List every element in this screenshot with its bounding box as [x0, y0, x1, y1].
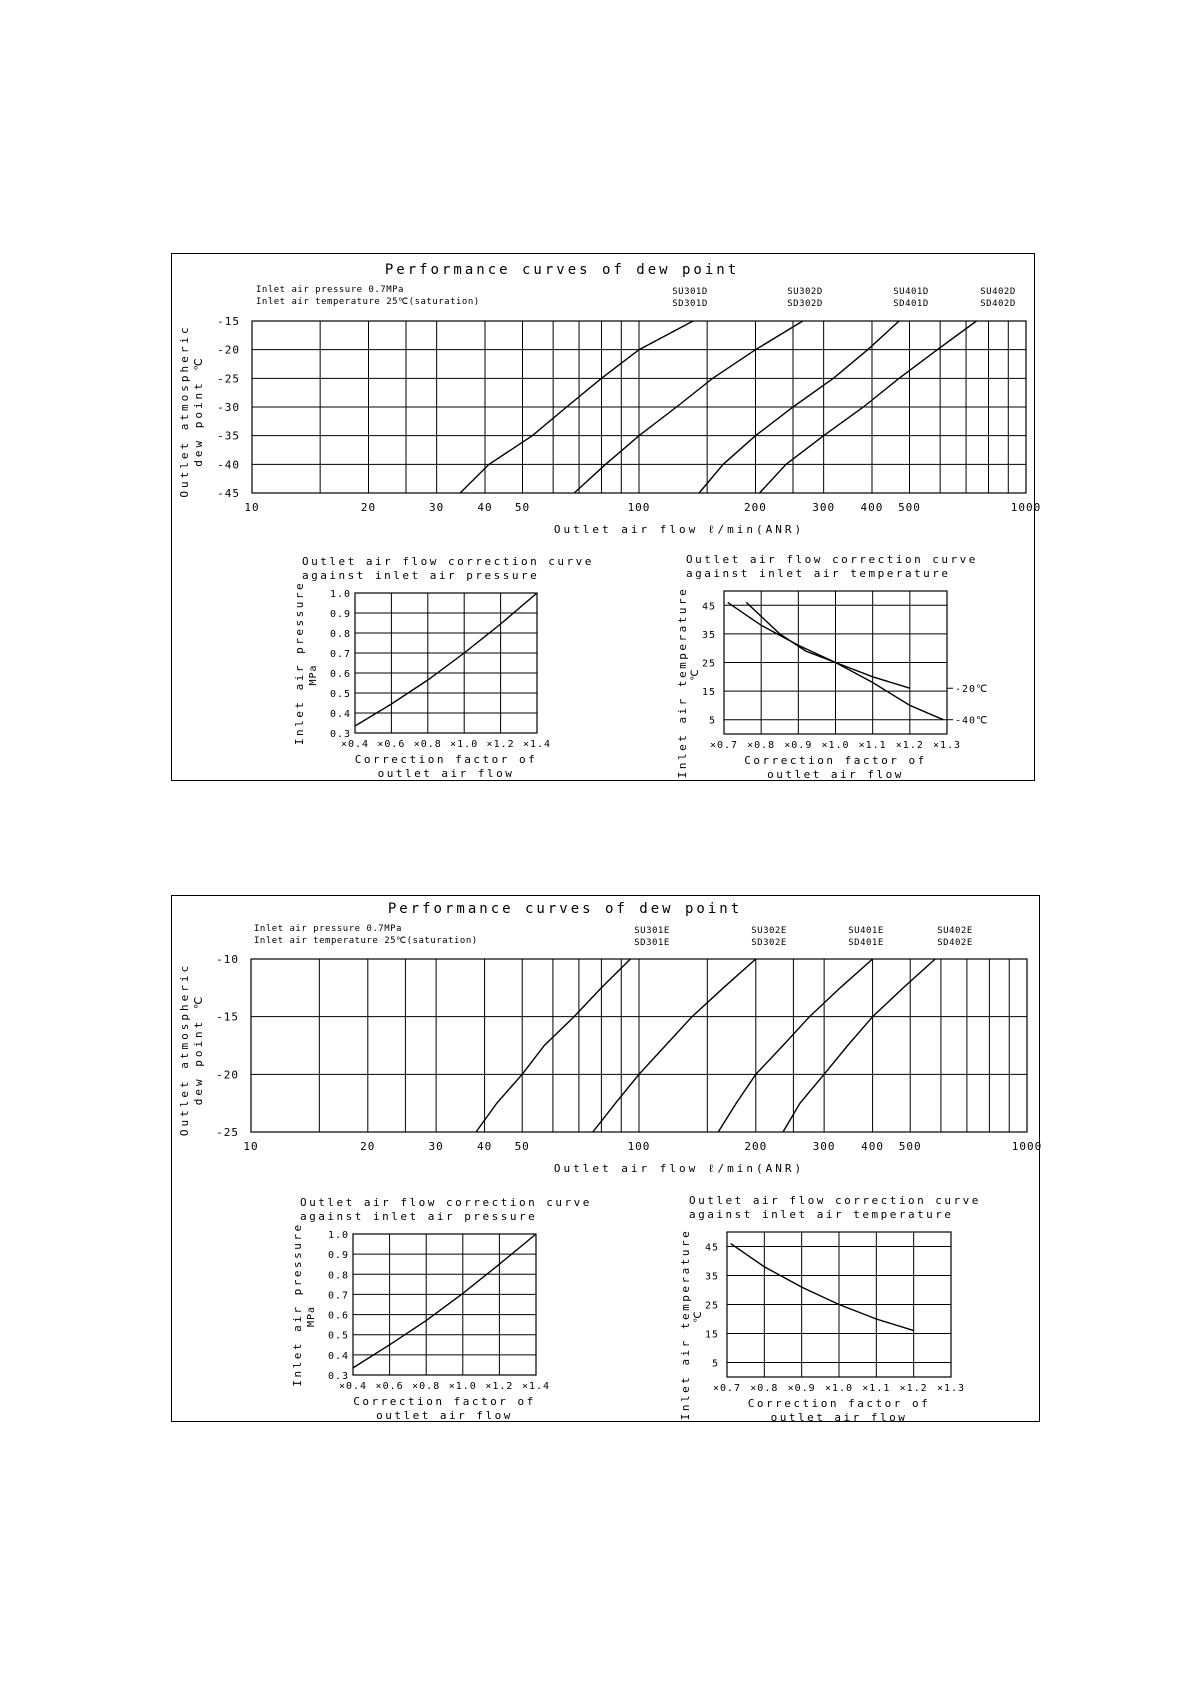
main-y-tick-label: -30 — [217, 401, 240, 414]
temperature-x-tick-label: ×0.8 — [747, 740, 776, 751]
temperature-y-axis-unit: ℃ — [693, 1310, 704, 1323]
pressure-plot-frame — [353, 1234, 536, 1375]
main-x-tick-label: 40 — [477, 501, 493, 514]
main-x-tick-label: 40 — [476, 1140, 493, 1153]
pressure-x-tick-label: ×0.4 — [340, 739, 370, 750]
series-label-sd: SD301E — [634, 938, 670, 948]
pressure-y-tick-label: 0.8 — [327, 1270, 349, 1282]
pressure-x-tick-label: ×1.0 — [448, 1381, 477, 1392]
main-x-tick-label: 200 — [744, 501, 767, 514]
series-label-su: SU302E — [751, 926, 787, 936]
temperature-y-tick-label: 35 — [704, 1271, 719, 1283]
main-x-tick-label: 1000 — [1010, 501, 1042, 514]
pressure-curve-title-2: against inlet air pressure — [300, 1210, 538, 1223]
main-y-tick-label: -15 — [216, 1010, 239, 1024]
temperature-curve-title-1: Outlet air flow correction curve — [686, 553, 978, 566]
chart-title: Performance curves of dew point — [384, 262, 740, 278]
temperature-x-tick-label: ×0.9 — [787, 1383, 816, 1394]
main-x-tick-label: 200 — [744, 1140, 768, 1153]
pressure-y-tick-label: 0.3 — [327, 1371, 349, 1382]
temperature-x-tick-label: ×1.0 — [824, 1383, 854, 1394]
pressure-plot-frame — [355, 593, 537, 733]
main-x-tick-label: 50 — [514, 501, 531, 514]
temperature-x-axis-label-1: Correction factor of — [744, 754, 927, 767]
series-label-su: SU401D — [893, 287, 929, 297]
temperature-curve-title-1: Outlet air flow correction curve — [689, 1194, 981, 1207]
main-x-tick-label: 30 — [429, 501, 445, 514]
main-y-tick-label: -10 — [216, 953, 239, 966]
dew-point-chart-e-svg — [172, 896, 1041, 1423]
main-x-tick-label: 400 — [861, 1140, 885, 1153]
main-y-tick-label: -25 — [216, 1126, 239, 1139]
temperature-x-axis-label-2: outlet air flow — [770, 1411, 908, 1424]
main-x-tick-label: 500 — [898, 1140, 922, 1153]
temperature-y-tick-label: 5 — [711, 1358, 719, 1370]
temperature-y-axis-label: Inlet air temperature — [679, 1228, 692, 1421]
main-series-curve — [718, 959, 872, 1132]
temperature-curve-title-2: against inlet air temperature — [689, 1208, 954, 1221]
series-label-su: SU401E — [848, 926, 884, 936]
series-label-su: SU402E — [937, 926, 973, 936]
chart-title: Performance curves of dew point — [387, 901, 743, 917]
pressure-curve-title-2: against inlet air pressure — [302, 569, 540, 582]
temperature-y-tick-label: 45 — [701, 601, 716, 613]
pressure-y-tick-label: 1.0 — [327, 1230, 349, 1241]
pressure-curve-title-1: Outlet air flow correction curve — [300, 1196, 592, 1209]
temperature-y-tick-label: 25 — [701, 658, 716, 670]
temperature-x-tick-label: ×1.2 — [899, 1383, 928, 1394]
pressure-x-tick-label: ×0.8 — [413, 739, 442, 750]
pressure-y-axis-unit: MPa — [306, 1305, 317, 1328]
temperature-y-tick-label: 5 — [708, 715, 716, 727]
temperature-series-label: -40℃ — [955, 715, 989, 727]
main-x-tick-label: 300 — [812, 1140, 836, 1153]
temperature-y-tick-label: 25 — [704, 1300, 719, 1312]
temperature-x-tick-label: ×0.9 — [784, 740, 813, 751]
dew-point-chart-d-series — [171, 253, 1042, 781]
pressure-x-axis-label-1: Correction factor of — [354, 753, 538, 766]
main-x-tick-label: 100 — [627, 1140, 651, 1153]
temperature-x-tick-label: ×1.0 — [821, 740, 850, 751]
main-grid — [252, 321, 1026, 493]
series-label-sd: SD301D — [672, 299, 708, 309]
main-grid — [251, 959, 1027, 1132]
temperature-y-tick-label: 15 — [704, 1329, 719, 1341]
main-series-curve — [783, 959, 935, 1132]
pressure-y-tick-label: 0.5 — [329, 689, 351, 700]
main-y-tick-label: -20 — [216, 1068, 239, 1082]
main-y-tick-label: -40 — [217, 458, 240, 472]
temperature-x-tick-label: ×0.8 — [750, 1383, 779, 1394]
temperature-x-tick-label: ×1.3 — [936, 1383, 966, 1394]
pressure-x-tick-label: ×0.8 — [412, 1381, 441, 1392]
pressure-y-tick-label: 0.7 — [327, 1290, 349, 1302]
pressure-y-tick-label: 0.4 — [327, 1350, 349, 1362]
pressure-x-axis-label-1: Correction factor of — [353, 1395, 536, 1408]
main-x-tick-label: 100 — [627, 501, 651, 514]
note-inlet-temperature: Inlet air temperature 25℃(saturation) — [256, 297, 480, 307]
temperature-x-tick-label: ×0.7 — [712, 1383, 742, 1394]
temperature-correction-curve — [746, 602, 943, 719]
temperature-x-tick-label: ×1.3 — [932, 740, 962, 751]
main-x-tick-label: 500 — [898, 501, 921, 514]
series-label-sd: SD401E — [848, 938, 884, 948]
pressure-x-tick-label: ×1.4 — [521, 1381, 551, 1392]
pressure-y-tick-label: 0.5 — [327, 1330, 349, 1342]
pressure-y-axis-label: Inlet air pressure — [291, 1222, 304, 1387]
main-x-tick-label: 300 — [812, 501, 836, 514]
pressure-y-tick-label: 0.4 — [329, 709, 351, 720]
dew-point-chart-e-series — [171, 895, 1043, 1424]
series-label-sd: SD302D — [787, 299, 823, 309]
main-x-tick-label: 10 — [244, 501, 260, 514]
pressure-curve-title-1: Outlet air flow correction curve — [302, 555, 594, 568]
series-label-su: SU301E — [634, 926, 670, 936]
pressure-grid — [355, 593, 537, 733]
dew-point-chart-d-svg — [172, 254, 1042, 782]
pressure-y-tick-label: 0.3 — [329, 729, 351, 740]
pressure-y-axis-unit: MPa — [308, 664, 319, 686]
temperature-y-axis-unit: ℃ — [690, 668, 701, 681]
temperature-correction-curve — [731, 1244, 914, 1331]
pressure-y-tick-label: 1.0 — [329, 589, 351, 600]
main-series-curve — [593, 959, 756, 1132]
pressure-x-tick-label: ×1.0 — [450, 739, 479, 750]
pressure-grid — [353, 1234, 536, 1375]
temperature-x-axis-label-2: outlet air flow — [767, 768, 904, 781]
series-label-sd: SD401D — [893, 299, 929, 309]
main-y-tick-label: -45 — [217, 487, 240, 500]
temperature-x-tick-label: ×1.1 — [858, 740, 887, 751]
temperature-y-tick-label: 45 — [704, 1242, 719, 1254]
pressure-x-axis-label-2: outlet air flow — [376, 1409, 513, 1422]
pressure-y-tick-label: 0.9 — [329, 609, 351, 620]
main-x-axis-label: Outlet air flow ℓ/min(ANR) — [553, 523, 805, 536]
main-x-tick-label: 400 — [860, 501, 884, 514]
pressure-x-axis-label-2: outlet air flow — [377, 767, 515, 780]
main-x-tick-label: 10 — [243, 1140, 259, 1153]
main-y-tick-label: -20 — [217, 343, 240, 357]
pressure-y-tick-label: 0.7 — [329, 649, 351, 660]
note-inlet-temperature: Inlet air temperature 25℃(saturation) — [254, 936, 478, 946]
series-label-su: SU402D — [980, 287, 1016, 297]
pressure-y-axis-label: Inlet air pressure — [293, 580, 306, 746]
pressure-x-tick-label: ×0.6 — [377, 739, 406, 750]
main-y-tick-label: -35 — [217, 429, 240, 443]
note-inlet-pressure: Inlet air pressure 0.7MPa — [256, 285, 404, 295]
pressure-x-tick-label: ×0.6 — [375, 1381, 404, 1392]
main-x-tick-label: 50 — [514, 1140, 530, 1153]
temperature-x-tick-label: ×1.1 — [862, 1383, 891, 1394]
temperature-x-tick-label: ×1.2 — [895, 740, 924, 751]
main-y-tick-label: -15 — [217, 315, 240, 328]
temperature-curve-title-2: against inlet air temperature — [686, 567, 951, 580]
series-label-sd: SD402E — [937, 938, 973, 948]
temperature-y-tick-label: 35 — [701, 629, 716, 641]
temperature-y-tick-label: 15 — [701, 687, 716, 699]
pressure-x-tick-label: ×1.4 — [522, 739, 552, 750]
main-y-tick-label: -25 — [217, 372, 240, 386]
main-x-tick-label: 20 — [360, 1140, 376, 1153]
main-y-axis-label-2: dew point ℃ — [192, 355, 205, 467]
main-y-axis-label-2: dew point ℃ — [192, 993, 205, 1106]
series-label-sd: SD402D — [980, 299, 1016, 309]
temperature-x-axis-label-1: Correction factor of — [747, 1397, 931, 1410]
pressure-x-tick-label: ×1.2 — [485, 1381, 514, 1392]
main-y-axis-label-1: Outlet atmospheric — [178, 962, 191, 1137]
main-x-tick-label: 20 — [360, 501, 377, 514]
note-inlet-pressure: Inlet air pressure 0.7MPa — [254, 924, 402, 934]
temperature-correction-curve — [728, 602, 910, 688]
pressure-y-tick-label: 0.6 — [329, 669, 351, 680]
series-label-su: SU301D — [672, 287, 708, 297]
series-label-su: SU302D — [787, 287, 823, 297]
temperature-x-tick-label: ×0.7 — [709, 740, 739, 751]
series-label-sd: SD302E — [751, 938, 787, 948]
pressure-y-tick-label: 0.9 — [327, 1250, 349, 1262]
main-x-axis-label: Outlet air flow ℓ/min(ANR) — [553, 1162, 805, 1175]
pressure-y-tick-label: 0.6 — [327, 1310, 349, 1322]
temperature-series-label: -20℃ — [955, 684, 989, 696]
main-x-tick-label: 30 — [428, 1140, 444, 1153]
pressure-y-tick-label: 0.8 — [329, 629, 351, 640]
temperature-y-axis-label: Inlet air temperature — [676, 586, 689, 779]
main-x-tick-label: 1000 — [1011, 1140, 1043, 1153]
pressure-x-tick-label: ×0.4 — [338, 1381, 368, 1392]
pressure-x-tick-label: ×1.2 — [486, 739, 515, 750]
main-y-axis-label-1: Outlet atmospheric — [178, 324, 191, 498]
